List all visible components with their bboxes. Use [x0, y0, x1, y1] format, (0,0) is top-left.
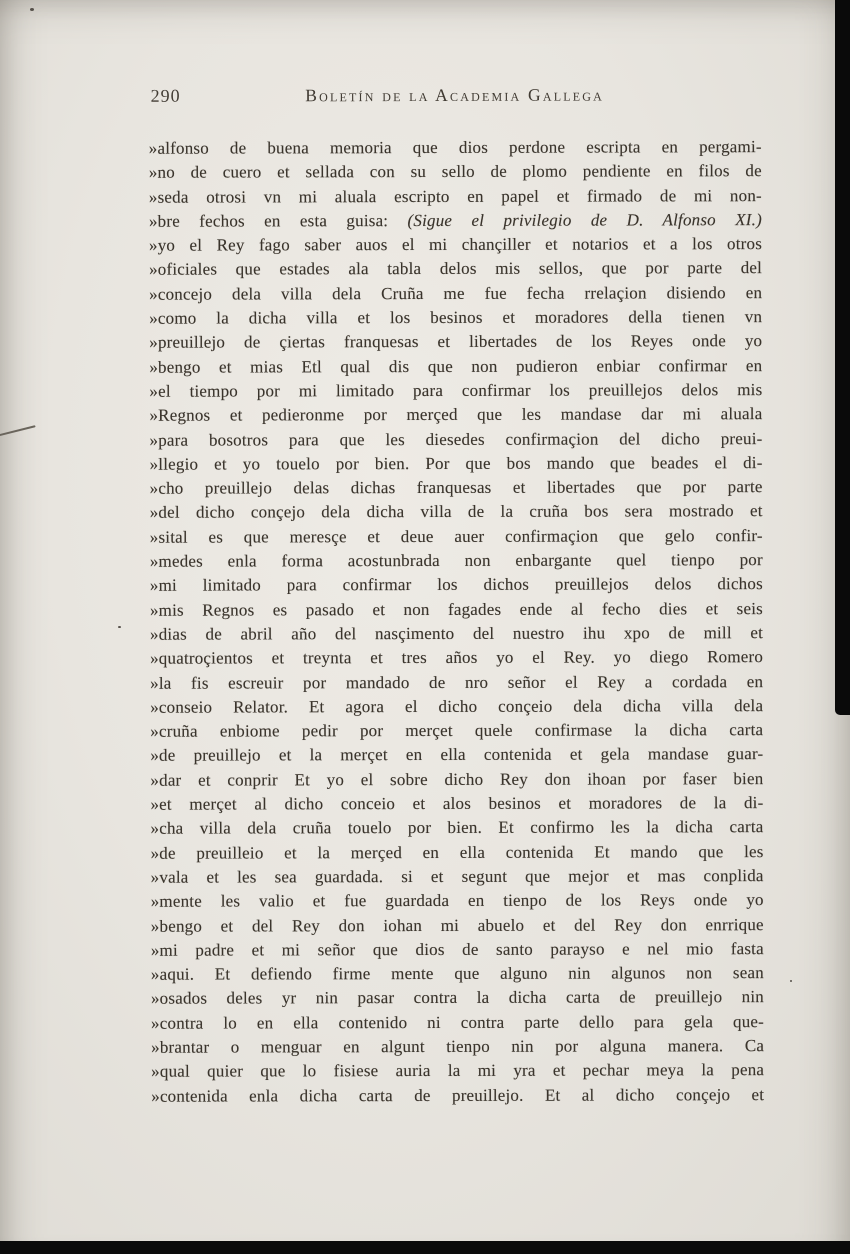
line-text: »mi padre et mi señor que dios de santo parayso e nel mio fasta [150, 938, 764, 960]
text-line [149, 232, 762, 258]
text-line [151, 1083, 764, 1109]
text-block [149, 135, 765, 1108]
line-text: »como la dicha villa et los besinos et moradores della tienen vn [149, 307, 763, 328]
text-line [149, 305, 762, 331]
inline-italic-note: (Sigue el privilegio de D. Alfonso XI.) [407, 210, 762, 230]
line-text: »cha villa dela cruña touelo por bien. Et confirmo les la dicha carta [150, 817, 764, 839]
text-line [149, 427, 762, 453]
text-line [149, 329, 762, 355]
line-text: »mis Regnos es pasado et non fagades ende al fecho dies et seis [149, 598, 763, 620]
line-text: »llegio et yo touelo por bien. Por que bos mando que beades el di- [149, 452, 763, 474]
line-text: »osados deles yr nin pasar contra la dicha carta de preuillejo nin [150, 987, 764, 1009]
text-line [150, 451, 763, 477]
line-text: »quatroçientos et treynta et tres años yo el Rey. yo diego Romero [150, 647, 764, 668]
text-line [150, 572, 763, 598]
text-line [149, 402, 762, 428]
text-line [150, 815, 763, 841]
text-line [149, 378, 762, 404]
page-number: 290 [150, 85, 181, 106]
text-line [149, 184, 762, 210]
line-text: »bengo et mias Etl qual dis que non pudieron enbiar confirmar en [149, 355, 763, 377]
text-line [150, 548, 763, 574]
line-text: »sital es que meresçe et deue auer confirmaçion que gelo confir- [149, 525, 763, 547]
text-line [151, 913, 764, 939]
line-text: »et merçet al dicho conceio et alos besinos et moradores de la di- [150, 793, 764, 814]
text-line [151, 888, 764, 914]
line-text: »contenida enla dicha carta de preuillejo. Et al dicho conçejo et [151, 1084, 765, 1106]
line-text: »contra lo en ella contenido ni contra parte dello para gela que- [151, 1011, 765, 1033]
text-line [151, 1010, 764, 1036]
line-text: »aqui. Et defiendo firme mente que alguno nin algunos non sean [150, 963, 764, 984]
line-text: »mi limitado para confirmar los dichos preuillejos delos dichos [149, 574, 763, 596]
scan-edge-bottom [0, 1241, 850, 1254]
line-text: »preuillejo de çiertas franquesas et libertades de los Reyes onde yo [149, 331, 763, 353]
line-text: »alfonso de buena memoria que dios perdone escripta en pergami- [148, 137, 762, 158]
text-line [149, 159, 762, 185]
text-line [151, 1034, 764, 1060]
text-line [150, 524, 763, 550]
text-line [150, 475, 763, 501]
text-line [151, 1058, 764, 1084]
scan-speck [30, 8, 34, 11]
line-text: »qual quier que lo fisiese auria la mi yra et pechar meya la pena [151, 1060, 765, 1081]
line-text: »bre fechos en esta guisa: [148, 210, 408, 231]
line-text: »el tiempo por mi limitado para confirmar los preuillejos delos mis [149, 380, 763, 401]
text-line [150, 718, 763, 744]
text-line [150, 694, 763, 720]
line-text: »brantar o menguar en algunt tienpo nin por alguna manera. Ca [151, 1036, 765, 1057]
text-line [150, 500, 763, 526]
line-text: »dar et conprir Et yo el sobre dicho Rey don ihoan por faser bien [150, 768, 764, 790]
line-text: »conseio Relator. Et agora el dicho conçeio dela dicha villa dela [150, 695, 764, 717]
line-text: »concejo dela villa dela Cruña me fue fecha rrelaçion disiendo en [149, 282, 763, 304]
text-line [150, 791, 763, 817]
text-line [150, 767, 763, 793]
text-line [151, 986, 764, 1012]
line-text: »bengo et del Rey don iohan mi abuelo et del Rey don enrrique [150, 914, 764, 936]
line-text: »no de cuero et sellada con su sello de plomo pendiente en filos de [148, 161, 762, 183]
page-header [149, 84, 761, 110]
scan-speck [118, 626, 121, 628]
text-line [151, 937, 764, 963]
line-text: »medes enla forma acostunbrada non enbargante quel tienpo por [149, 550, 763, 571]
text-line [149, 208, 762, 234]
line-text: »de preuillejo et la merçet en ella contenida et gela mandase guar- [150, 744, 764, 766]
text-line [150, 670, 763, 696]
line-text: »de preuilleio et la merçed en ella contenida Et mando que les [150, 841, 764, 863]
line-text: »oficiales que estades ala tabla delos mis sellos, que por parte del [149, 258, 763, 280]
line-text: »mente les valio et fue guardada en tienpo de los Reys onde yo [150, 890, 764, 911]
line-text: »la fis escreuir por mandado de nro señor el Rey a cordada en [150, 671, 764, 693]
line-text: »vala et les sea guardada. si et segunt que mejor et mas conplida [150, 866, 764, 887]
text-line [151, 840, 764, 866]
text-line [151, 864, 764, 890]
line-text: »seda otrosi vn mi aluala escripto en papel et firmado de mi non- [148, 185, 762, 207]
scan-speck [790, 980, 792, 982]
line-text: »dias de abril año del nasçimento del nuestro ihu xpo de mill et [149, 623, 764, 644]
text-line [150, 645, 763, 671]
line-text: »cho preuillejo delas dichas franquesas et libertades que por parte [149, 477, 763, 498]
text-line [149, 135, 762, 161]
line-text: »del dicho conçejo dela dicha villa de la cruña bos sera mostrado et [149, 501, 763, 523]
line-text: »para bosotros para que les diesedes confirmaçion del dicho preui- [149, 428, 763, 450]
text-line [149, 354, 762, 380]
text-line [150, 621, 763, 647]
scan-edge-right [835, 0, 850, 715]
text-line [151, 961, 764, 987]
line-text: »yo el Rey fago saber auos el mi chançiller et notarios et a los otros [148, 234, 763, 255]
text-line [149, 257, 762, 283]
line-text: »cruña enbiome pedir por merçet quele confirmase la dicha carta [150, 720, 764, 741]
text-line [149, 281, 762, 307]
line-text: »Regnos et pedieronme por merçed que les mandase dar mi aluala [149, 404, 763, 425]
header-title: Boletín de la Academia Gallega [305, 84, 605, 106]
text-line [150, 597, 763, 623]
text-line [150, 743, 763, 769]
